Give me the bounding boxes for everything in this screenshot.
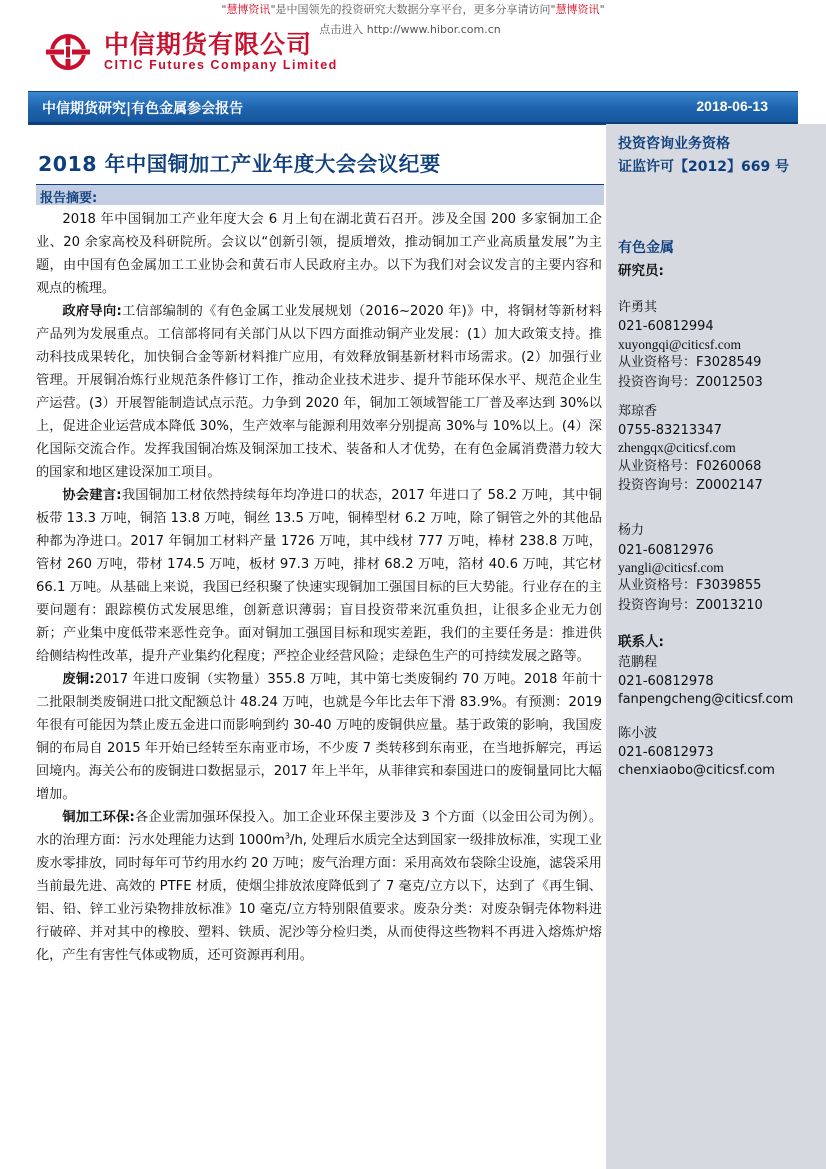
company-name-cn: 中信期货有限公司 — [104, 30, 313, 59]
paragraph — [36, 806, 602, 967]
paragraph-lead: 铜加工环保: — [62, 810, 135, 825]
researcher-consult: 投资咨询号：Z0002147 — [618, 478, 763, 493]
paragraph — [36, 668, 602, 806]
watermark-brand: 慧博资讯 — [226, 3, 271, 16]
abstract-label: 报告摘要: — [40, 191, 98, 206]
researcher-consult: 投资咨询号：Z0012503 — [618, 375, 763, 390]
paragraph-lead: 协会建言: — [62, 488, 122, 503]
contact-name: 范鹏程 — [618, 655, 658, 670]
header-band — [28, 91, 798, 125]
researcher-label: 研究员: — [618, 263, 664, 279]
researcher-cert: 从业资格号：F0260068 — [618, 459, 762, 474]
paragraph — [36, 300, 602, 484]
paragraph-text: 工信部编制的《有色金属工业发展规划（2016~2020 年)》中，将铜材等新材料产品列为发展重点。工信部将同有关部门从以下四方面推动铜产业发展：(1）加大政策支持。推动科技成果转化，加快铜合金等新材料推广应用，有效释放铜基新材料市场需求。(2）加强行业管理。开展铜冶炼行业规范条件修订工作，推动企业技术进步、提升节能环保水平、规范企业生产运营。(3）开展智能制造试点示范。力争到 2020 年，铜加工领域智能工厂普及率达到 30%以上，促进企业运营成本降低 30%，生产效率与能源利用效率分别提高 30%与 10%以上。(4）深化国际交流合作。发挥我国铜冶炼及铜深加工技术、装备和人才优势，在有色金属消费潜力较大的国家和地区建设深加工项目。 — [36, 304, 602, 480]
researcher-cert: 从业资格号：F3028549 — [618, 355, 762, 370]
researcher-email[interactable]: zhengqx@citicsf.com — [618, 440, 736, 455]
superscript: 3 — [284, 831, 290, 841]
watermark-quote-end: " — [599, 3, 605, 16]
contact-label: 联系人: — [618, 634, 664, 650]
paragraph — [36, 208, 602, 300]
paragraph-lead: 废铜: — [62, 672, 95, 687]
researcher-name: 杨力 — [618, 523, 645, 538]
report-category: 中信期货研究|有色金属参会报告 — [42, 101, 244, 117]
contact-name: 陈小波 — [618, 726, 658, 741]
watermark-line — [0, 3, 826, 17]
watermark-text: "是中国领先的投资研究大数据分享平台，更多分享请访问" — [270, 3, 556, 16]
researcher-email[interactable]: yangli@citicsf.com — [618, 560, 724, 575]
researcher-consult: 投资咨询号：Z0013210 — [618, 598, 763, 613]
contact-email[interactable]: chenxiaobo@citicsf.com — [618, 763, 775, 778]
report-body — [36, 208, 602, 967]
contact-phone: 021-60812973 — [618, 745, 714, 760]
qualification-license: 证监许可【2012】669 号 — [618, 159, 790, 175]
researcher-name: 郑琼香 — [618, 404, 658, 419]
researcher-phone: 0755-83213347 — [618, 423, 722, 438]
paragraph — [36, 484, 602, 668]
report-date: 2018-06-13 — [696, 98, 768, 114]
watermark-link[interactable]: 点击进入 http://www.hibor.com.cn — [319, 23, 501, 36]
qualification-title: 投资咨询业务资格 — [618, 136, 730, 152]
company-name-en: CITIC Futures Company Limited — [104, 58, 338, 72]
abstract-header — [36, 184, 604, 205]
report-title: 2018 年中国铜加工产业年度大会会议纪要 — [38, 152, 441, 176]
citic-logo-icon — [42, 34, 94, 70]
sector-label: 有色金属 — [618, 240, 674, 256]
researcher-cert: 从业资格号：F3039855 — [618, 578, 762, 593]
researcher-email[interactable]: xuyongqi@citicsf.com — [618, 337, 742, 352]
paragraph-text: 2017 年进口废铜（实物量）355.8 万吨，其中第七类废铜约 70 万吨。2018 年前十二批限制类废铜进口批文配额总计 48.24 万吨，也就是今年比去年下滑 83.9%。有预测：2019 年很有可能因为禁止废五金进口而影响到约 30-40 万吨的废铜供应量。基于政策的影响，我国废铜的布局自 2015 年开始已经转至东南亚市场，不少废 7 类转移到东南亚，在当地拆解完，再运回境内。海关公布的废铜进口数据显示，2017 年上半年，从菲律宾和泰国进口的废铜量同比大幅增加。 — [36, 672, 602, 802]
watermark-quote: " — [221, 3, 227, 16]
paragraph-lead: 政府导向: — [62, 304, 122, 319]
paragraph-text: 各企业需加强环保投入。加工企业环保主要涉及 3 个方面（以金田公司为例）。水的治理方面：污水处理能力达到 1000m — [36, 810, 603, 848]
contact-phone: 021-60812978 — [618, 674, 714, 689]
company-logo — [42, 30, 338, 74]
paragraph-text: /h, 处理后水质完全达到国家一级排放标准，实现工业废水零排放，同时每年可节约用水约 20 万吨；废气治理方面：采用高效布袋除尘设施，滤袋采用当前最先进、高效的 PTFE 材质，使烟尘排放浓度降低到了 7 毫克/立方以下，达到了《再生铜、铝、铅、锌工业污染物排放标准》10 毫克/立方特别限值要求。废杂分类：对废杂铜壳体物料进行破碎、并对其中的橡胶、塑料、铁质、泥沙等分检归类，从而使得这些物料不再进入熔炼炉熔化，产生有害性气体或物质，还可资源再利用。 — [36, 833, 602, 963]
researcher-name: 许勇其 — [618, 300, 658, 315]
researcher-phone: 021-60812994 — [618, 319, 714, 334]
paragraph-text: 我国铜加工材依然持续每年均净进口的状态，2017 年进口了 58.2 万吨，其中铜板带 13.3 万吨，铜箔 13.8 万吨，铜丝 13.5 万吨，铜棒型材 6.2 万吨，除了铜管之外的其他品种都为净进口。2017 年铜加工材料产量 1726 万吨，其中线材 777 万吨，棒材 238.8 万吨，管材 260 万吨，带材 174.5 万吨，板材 97.3 万吨，排材 68.2 万吨，箔材 40.6 万吨，其它材 66.1 万吨。从基础上来说，我国已经积聚了快速实现铜加工强国目标的巨大势能。行业存在的主要问题有：跟踪模仿式发展思维，创新意识薄弱；盲目投资带来沉重负担，让很多企业无力创新；产业集中度低带来恶性竞争。面对铜加工强国目标和现实差距，我们的主要任务是：推进供给侧结构性改革，提升产业集约化程度；严控企业经营风险；走绿色生产的可持续发展之路等。 — [36, 488, 602, 664]
researcher-phone: 021-60812976 — [618, 543, 714, 558]
paragraph-text: 2018 年中国铜加工产业年度大会 6 月上旬在湖北黄石召开。涉及全国 200 多家铜加工企业、20 余家高校及科研院所。会议以“创新引领，提质增效，推动铜加工产业高质量发展”为主题，由中国有色金属加工工业协会和黄石市人民政府主办。以下为我们对会议发言的主要内容和观点的梳理。 — [36, 212, 602, 296]
contact-email[interactable]: fanpengcheng@citicsf.com — [618, 692, 794, 707]
watermark-brand-2: 慧博资讯 — [555, 3, 600, 16]
